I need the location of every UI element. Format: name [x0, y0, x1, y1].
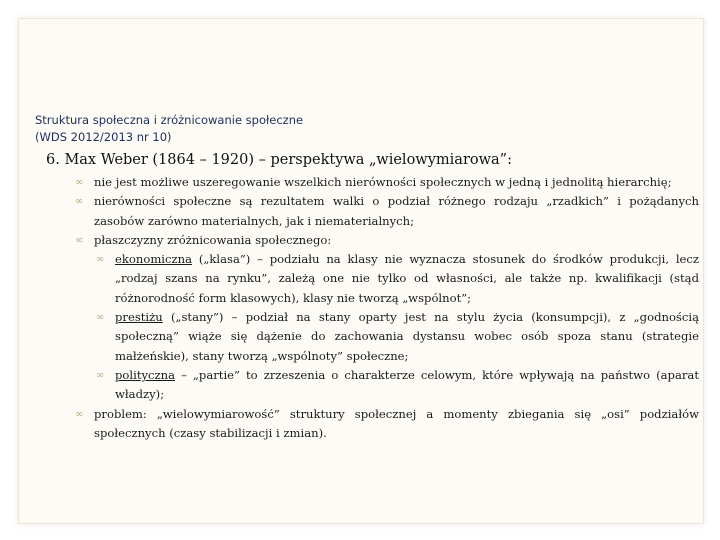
infinity-loop-icon: ∞: [96, 312, 105, 324]
sub-bullet-item: [75, 308, 699, 366]
infinity-loop-icon: ∞: [75, 234, 84, 246]
infinity-loop-icon: ∞: [75, 177, 84, 188]
sub-bullet-text: („klasa”) – podziału na klasy nie wyznacza stosunek do środków produkcji, lecz „rodzaj szans na rynku”, zależą one nie tylko od własności, ale także np. kwalifikacji (stąd różnorodność form klasowych), klasy nie tworzą „wspólnot”;: [115, 252, 699, 305]
header-line-1: Struktura społeczna i zróżnicowanie społeczne: [35, 113, 304, 127]
header-line-2: (WDS 2012/2013 nr 10): [35, 130, 172, 144]
slide-header: [35, 112, 303, 146]
bullet-text: nierówności społeczne są rezultatem walki o podział różnego rodzaju „rzadkich” i pożądanych zasobów zarówno materialnych, jak i niematerialnych;: [94, 194, 699, 228]
infinity-loop-icon: ∞: [96, 369, 105, 381]
sub-bullet-term: prestiżu: [115, 310, 163, 325]
slide-title: 6. Max Weber (1864 – 1920) – perspektywa „wielowymiarowa”:: [46, 152, 512, 168]
sub-bullet-term: ekonomiczna: [115, 252, 192, 267]
infinity-loop-icon: ∞: [96, 254, 105, 266]
infinity-loop-icon: ∞: [75, 408, 84, 420]
bullet-item: [75, 231, 699, 250]
infinity-loop-icon: ∞: [75, 196, 84, 208]
bullet-text: płaszczyzny zróżnicowania społecznego:: [94, 232, 332, 247]
bullet-list: [75, 173, 699, 443]
bullet-item: [75, 192, 699, 231]
sub-bullet-text: – „partie” to zrzeszenia o charakterze celowym, które wpływają na państwo (aparat władzy);: [115, 367, 699, 402]
sub-bullet-item: [75, 366, 699, 405]
sub-bullet-term: polityczna: [115, 367, 176, 382]
bullet-item: [75, 405, 699, 444]
bullet-text: problem: „wielowymiarowość” struktury społecznej a momenty zbiegania się „osi” podziałów społecznych (czasy stabilizacji i zmian).: [94, 406, 699, 440]
sub-bullet-item: [75, 250, 699, 308]
bullet-text: nie jest możliwe uszeregowanie wszelkich nierówności społecznych w jedną i jednolitą hierarchię;: [94, 175, 672, 189]
bullet-item: [75, 173, 699, 192]
sub-bullet-text: („stany”) – podział na stany oparty jest na stylu życia (konsumpcji), z „godnością społeczną” wiąże się dążenie do zachowania dystansu wobec osób spoza stanu (strategie małżeńskie), stany tworzą „wspólnoty” społeczne;: [115, 310, 699, 363]
